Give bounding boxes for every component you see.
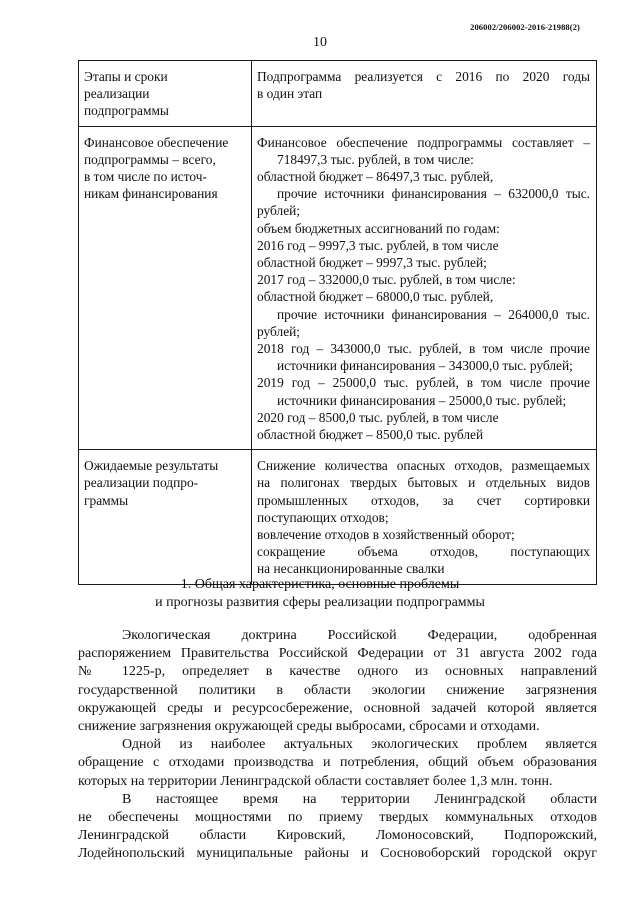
table-row — [79, 450, 597, 584]
body-paragraph — [78, 736, 597, 791]
row-value-line: на полигонах твердых бытовых и отдельных видов — [257, 475, 590, 491]
row-value-line: 2016 год – 9997,3 тыс. рублей, в том числе — [257, 237, 499, 253]
paragraph-line: распоряжением Правительства Российской Федерации от 31 августа 2002 года — [78, 646, 597, 662]
paragraph-line: государственной политики в области экологии снижение загрязнения — [78, 682, 597, 698]
row-value-line: Финансовое обеспечение подпрограммы составляет – — [257, 134, 590, 150]
row-value-line: вовлечение отходов в хозяйственный оборот; — [257, 527, 515, 543]
row-value-line: Снижение количества опасных отходов, размещаемых — [257, 458, 590, 474]
row-value-line: областной бюджет – 8500,0 тыс. рублей — [257, 427, 484, 443]
table-row — [79, 61, 597, 127]
body-paragraph — [78, 791, 597, 864]
row-label-line: реализации — [84, 86, 150, 102]
section-heading — [0, 576, 640, 612]
row-label-line: граммы — [84, 492, 129, 508]
section-heading-line-2: и прогнозы развития сферы реализации подпрограммы — [155, 595, 485, 610]
row-label-line: Финансовое обеспечение — [84, 134, 229, 150]
row-value-line: на несанкционированные свалки — [257, 561, 445, 577]
row-value-line: 2019 год – 25000,0 тыс. рублей, в том числе прочие — [257, 375, 590, 391]
paragraph-line: которых на территории Ленинградской области составляет более 1,3 млн. тонн. — [78, 773, 553, 789]
row-value-line: поступающих отходов; — [257, 509, 389, 525]
paragraph-line: № 1225-р, определяет в качестве одного из основных направлений — [78, 664, 597, 680]
row-label-line: Этапы и сроки — [84, 69, 168, 84]
row-value-line: рублей; — [257, 323, 301, 339]
row-label-line: реализации подпро- — [84, 475, 199, 491]
body-text — [78, 627, 597, 864]
row-value-line: Подпрограмма реализуется с 2016 по 2020 годы — [257, 69, 590, 84]
row-value-cell — [252, 61, 597, 127]
body-paragraph — [78, 627, 597, 736]
row-value-line: в один этап — [257, 86, 323, 102]
row-label-line: никам финансирования — [84, 186, 218, 202]
row-value-line: прочие источники финансирования – 632000,0 тыс. — [277, 186, 590, 202]
paragraph-line: Ленинградской области Кировский, Ломоносовский, Подпорожский, — [78, 828, 597, 844]
paragraph-line: Одной из наиболее актуальных экологических проблем является — [122, 737, 597, 753]
row-value-line: рублей; — [257, 203, 301, 219]
row-label-line: Ожидаемые результаты — [84, 458, 219, 474]
table-row — [79, 126, 597, 450]
paragraph-line: Лодейнопольский муниципальные районы и Сосновоборский городской округ — [78, 846, 597, 862]
page-number: 10 — [313, 35, 327, 50]
row-value-line: прочие источники финансирования – 264000,0 тыс. — [277, 306, 590, 322]
row-label-line: в том числе по источ- — [84, 169, 207, 185]
row-value-line: объем бюджетных ассигнований по годам: — [257, 220, 500, 236]
row-value-line: 718497,3 тыс. рублей, в том числе: — [277, 151, 474, 167]
row-value-line: источники финансирования – 25000,0 тыс. рублей; — [277, 392, 567, 408]
row-value-line: промышленных отходов, за счет сортировки — [257, 492, 590, 508]
paragraph-line: окружающей среды и ресурсосбережение, основной задачей которой является — [78, 700, 597, 716]
row-value-line: сокращение объема отходов, поступающих — [257, 544, 590, 560]
row-label-cell — [79, 61, 252, 127]
row-value-cell — [252, 126, 597, 450]
row-label-line: подпрограммы – всего, — [84, 151, 216, 167]
row-value-line: 2017 год – 332000,0 тыс. рублей, в том числе: — [257, 272, 516, 288]
program-passport-table — [78, 60, 597, 585]
paragraph-line: Экологическая доктрина Российской Федерации, одобренная — [122, 628, 597, 643]
passport-table-body — [79, 61, 597, 585]
row-value-line: источники финансирования – 343000,0 тыс. рублей; — [277, 358, 573, 374]
paragraph-line: обращение с отходами производства и потребления, общий объем образования — [78, 755, 597, 771]
row-value-line: областной бюджет – 86497,3 тыс. рублей, — [257, 169, 494, 185]
section-heading-line-1: 1. Общая характеристика, основные проблемы — [180, 577, 460, 592]
row-value-cell — [252, 450, 597, 584]
paragraph-line: В настоящее время на территории Ленинградской области — [122, 791, 597, 807]
row-value-line: областной бюджет – 68000,0 тыс. рублей, — [257, 289, 494, 305]
row-value-line: областной бюджет – 9997,3 тыс. рублей; — [257, 255, 487, 271]
paragraph-line: снижение загрязнения окружающей среды выбросами, сбросами и отходами. — [78, 719, 540, 735]
row-label-cell — [79, 126, 252, 450]
paragraph-line: не обеспечены мощностями по приему твердых коммунальных отходов — [78, 810, 597, 826]
row-value-line: 2020 год – 8500,0 тыс. рублей, в том числе — [257, 409, 499, 425]
row-value-line: 2018 год – 343000,0 тыс. рублей, в том числе прочие — [257, 341, 590, 357]
row-label-line: подпрограммы — [84, 103, 169, 119]
row-label-cell — [79, 450, 252, 584]
document-id: 206002/206002-2016-21988(2) — [470, 22, 580, 32]
